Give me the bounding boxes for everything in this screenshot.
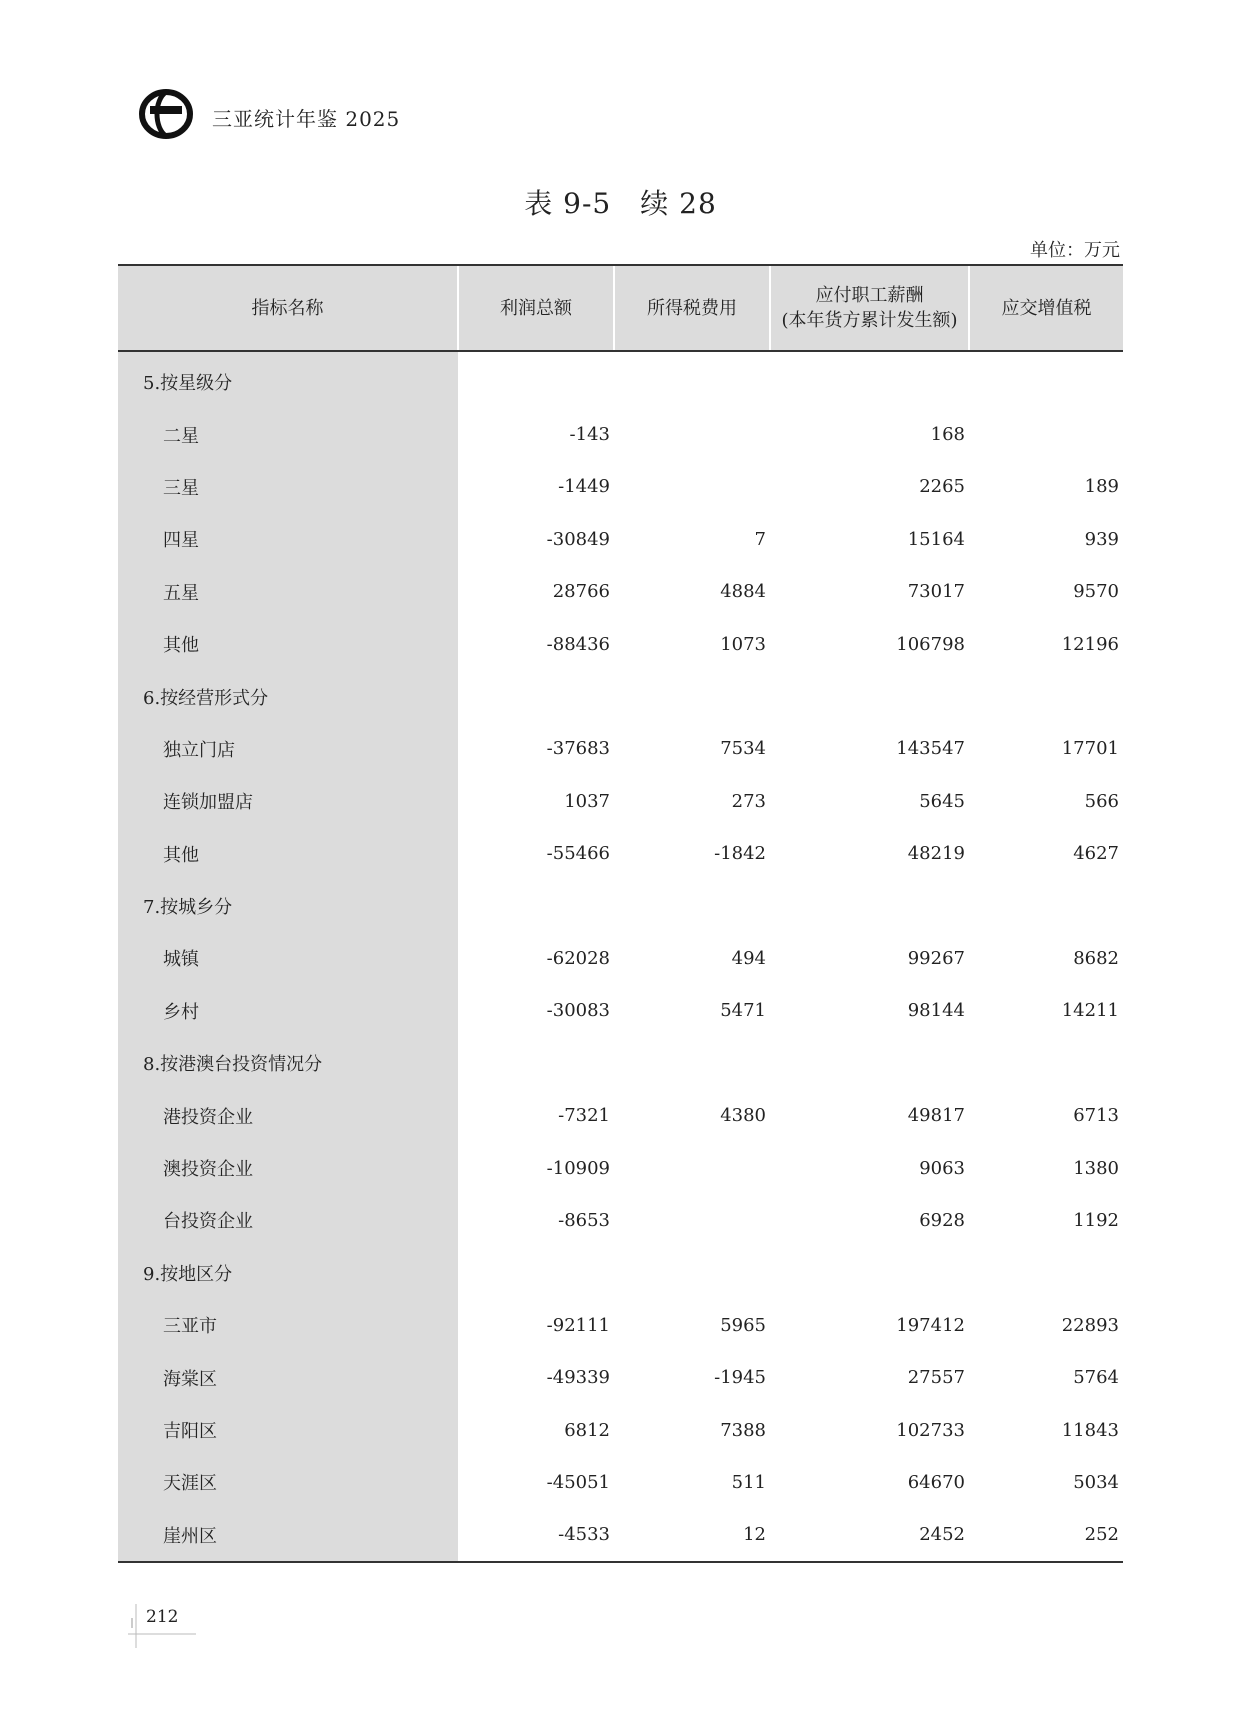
row-label: 乡村 — [118, 985, 458, 1037]
table-row — [118, 775, 1123, 827]
table-row — [118, 351, 1123, 408]
table-row — [118, 408, 1123, 460]
cell-payroll: 6928 — [919, 1209, 965, 1231]
table-row — [118, 723, 1123, 775]
table-row — [118, 670, 1123, 722]
cell-income-tax: 273 — [731, 790, 766, 812]
cell-total-profit: -88436 — [546, 633, 610, 655]
cell-payroll: 168 — [930, 424, 965, 446]
cell-vat: 6713 — [1073, 1105, 1119, 1127]
row-label: 独立门店 — [118, 723, 458, 775]
table-row — [118, 1404, 1123, 1456]
cell-total-profit — [458, 1037, 614, 1089]
cell-total-profit: 6812 — [564, 1419, 610, 1441]
cell-total-profit: -45051 — [546, 1471, 610, 1493]
row-label: 其他 — [118, 828, 458, 880]
cell-income-tax: 7388 — [720, 1419, 766, 1441]
cell-vat: 252 — [969, 1509, 1123, 1562]
cell-income-tax: 5965 — [720, 1314, 766, 1336]
table-title: 表 9-5 续 28 — [524, 187, 717, 220]
cell-total-profit — [458, 351, 614, 408]
cell-vat — [969, 880, 1123, 932]
cell-payroll: 2452 — [770, 1509, 969, 1562]
cell-income-tax: 5471 — [720, 1000, 766, 1022]
row-label: 连锁加盟店 — [118, 775, 458, 827]
cell-vat: 14211 — [1061, 1000, 1119, 1022]
cell-total-profit: -37683 — [546, 738, 610, 760]
cell-payroll: 99267 — [907, 947, 965, 969]
cell-payroll: 64670 — [907, 1471, 965, 1493]
statistics-table — [118, 264, 1123, 1563]
cell-payroll: 73017 — [907, 581, 965, 603]
cell-payroll — [770, 670, 969, 722]
table-row — [118, 1351, 1123, 1403]
row-label: 崖州区 — [118, 1509, 458, 1562]
cell-vat — [969, 670, 1123, 722]
column-header-income-tax: 所得税费用 — [614, 265, 770, 351]
cell-total-profit — [458, 670, 614, 722]
page-number: 212 — [146, 1607, 179, 1627]
cell-payroll — [770, 1037, 969, 1089]
row-label: 台投资企业 — [118, 1194, 458, 1246]
cell-income-tax — [614, 461, 770, 513]
book-title: 三亚统计年鉴 2025 — [212, 107, 401, 131]
cell-income-tax — [614, 351, 770, 408]
cell-income-tax — [614, 1142, 770, 1194]
table-row — [118, 932, 1123, 984]
cell-payroll — [770, 351, 969, 408]
cell-vat: 8682 — [1073, 947, 1119, 969]
cell-payroll: 98144 — [907, 1000, 965, 1022]
cell-vat: 5034 — [1073, 1471, 1119, 1493]
cell-total-profit — [458, 1247, 614, 1299]
cell-income-tax — [614, 408, 770, 460]
cell-payroll — [770, 880, 969, 932]
cell-vat — [969, 408, 1123, 460]
cell-total-profit: -1449 — [558, 476, 610, 498]
table-row — [118, 461, 1123, 513]
cell-income-tax — [614, 880, 770, 932]
cell-payroll: 15164 — [907, 528, 965, 550]
cell-vat: 5764 — [1073, 1367, 1119, 1389]
row-label: 三亚市 — [118, 1299, 458, 1351]
cell-vat: 17701 — [1061, 738, 1119, 760]
table-row — [118, 1194, 1123, 1246]
table-row — [118, 1089, 1123, 1141]
cell-vat: 189 — [1084, 476, 1119, 498]
cell-payroll: 49817 — [907, 1105, 965, 1127]
cell-payroll: 5645 — [919, 790, 965, 812]
cell-income-tax — [614, 670, 770, 722]
cell-vat: 22893 — [1061, 1314, 1119, 1336]
cell-income-tax — [614, 1037, 770, 1089]
cell-total-profit: -30849 — [546, 528, 610, 550]
table-row — [118, 880, 1123, 932]
row-label: 三星 — [118, 461, 458, 513]
row-label: 港投资企业 — [118, 1089, 458, 1141]
cell-payroll — [770, 1247, 969, 1299]
column-header-payroll — [770, 265, 969, 351]
row-label: 二星 — [118, 408, 458, 460]
cell-vat: 12196 — [1061, 633, 1119, 655]
cell-vat: 9570 — [1073, 581, 1119, 603]
yearbook-logo-icon — [136, 86, 196, 142]
table-row — [118, 618, 1123, 670]
cell-payroll: 48219 — [907, 843, 965, 865]
cell-income-tax: 494 — [731, 947, 766, 969]
cell-vat: 1192 — [1073, 1209, 1119, 1231]
row-label: 天涯区 — [118, 1456, 458, 1508]
cell-income-tax — [614, 1247, 770, 1299]
row-category-label: 8.按港澳台投资情况分 — [118, 1037, 458, 1089]
row-label: 吉阳区 — [118, 1404, 458, 1456]
table-row — [118, 1299, 1123, 1351]
row-label: 其他 — [118, 618, 458, 670]
cell-income-tax — [614, 1194, 770, 1246]
cell-vat: 1380 — [1073, 1157, 1119, 1179]
cell-total-profit: -62028 — [546, 947, 610, 969]
cell-total-profit: -7321 — [558, 1105, 610, 1127]
column-header-total-profit: 利润总额 — [458, 265, 614, 351]
unit-label: 单位：万元 — [1030, 240, 1120, 261]
cell-income-tax: -1945 — [714, 1367, 766, 1389]
table-row — [118, 513, 1123, 565]
column-header-payroll-line2: (本年货方累计发生额) — [781, 310, 958, 331]
cell-total-profit: -143 — [569, 424, 610, 446]
row-label: 海棠区 — [118, 1351, 458, 1403]
cell-vat: 939 — [1084, 528, 1119, 550]
cell-vat — [969, 1037, 1123, 1089]
row-category-label: 9.按地区分 — [118, 1247, 458, 1299]
row-category-label: 6.按经营形式分 — [118, 670, 458, 722]
cell-total-profit — [458, 880, 614, 932]
cell-income-tax: 7534 — [720, 738, 766, 760]
cell-payroll: 143547 — [896, 738, 965, 760]
cell-total-profit: -30083 — [546, 1000, 610, 1022]
cell-income-tax: 511 — [731, 1471, 766, 1493]
cell-total-profit: -10909 — [546, 1157, 610, 1179]
table-row — [118, 1037, 1123, 1089]
table-header-row — [118, 265, 1123, 351]
cell-total-profit: -4533 — [458, 1509, 614, 1562]
cell-payroll: 27557 — [907, 1367, 965, 1389]
table-row — [118, 1247, 1123, 1299]
cell-vat: 4627 — [1073, 843, 1119, 865]
row-label: 四星 — [118, 513, 458, 565]
cell-total-profit: -49339 — [546, 1367, 610, 1389]
cell-total-profit: -55466 — [546, 843, 610, 865]
column-header-vat: 应交增值税 — [969, 265, 1123, 351]
row-label: 澳投资企业 — [118, 1142, 458, 1194]
cell-payroll: 2265 — [919, 476, 965, 498]
cell-total-profit: 1037 — [564, 790, 610, 812]
cell-payroll: 102733 — [896, 1419, 965, 1441]
cell-vat — [969, 1247, 1123, 1299]
table-row — [118, 1142, 1123, 1194]
cell-income-tax: 12 — [614, 1509, 770, 1562]
row-label: 城镇 — [118, 932, 458, 984]
cell-vat: 566 — [1084, 790, 1119, 812]
table-row — [118, 828, 1123, 880]
cell-income-tax: 1073 — [720, 633, 766, 655]
column-header-payroll-line1: 应付职工薪酬 — [815, 285, 924, 306]
table-row — [118, 566, 1123, 618]
cell-payroll: 9063 — [919, 1157, 965, 1179]
table-row — [118, 1456, 1123, 1508]
cell-payroll: 197412 — [896, 1314, 965, 1336]
cell-payroll: 106798 — [896, 633, 965, 655]
cell-vat: 11843 — [1061, 1419, 1119, 1441]
cell-total-profit: -92111 — [546, 1314, 610, 1336]
cell-income-tax: 4884 — [720, 581, 766, 603]
table-row — [118, 985, 1123, 1037]
cell-income-tax: 4380 — [720, 1105, 766, 1127]
cell-total-profit: -8653 — [558, 1209, 610, 1231]
row-category-label: 7.按城乡分 — [118, 880, 458, 932]
cell-vat — [969, 351, 1123, 408]
table-row — [118, 1509, 1123, 1562]
cell-income-tax: 7 — [754, 528, 766, 550]
row-category-label: 5.按星级分 — [118, 351, 458, 408]
row-label: 五星 — [118, 566, 458, 618]
column-header-indicator: 指标名称 — [118, 265, 458, 351]
cell-total-profit: 28766 — [552, 581, 610, 603]
cell-income-tax: -1842 — [714, 843, 766, 865]
